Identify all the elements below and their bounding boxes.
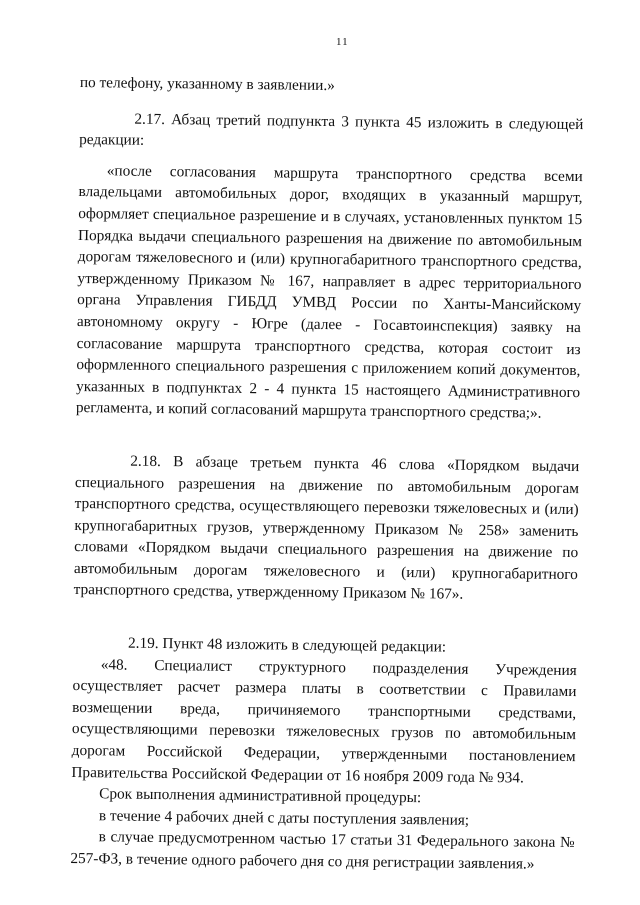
paragraph-deadline-heading: Срок выполнения административной процедуры: [99,785,422,807]
paragraph-2-17: 2.17. Абзац третий подпункта 3 пункта 45 изложить в следующей редакции: [79,110,584,149]
paragraph-48: «48. Специалист структурного подразделения Учреждения осуществляет расчет размера платы в соответствии с Правилами возмещении вреда, причиняемого транспортными средствами, осуществляющими перевозки тяжеловесных грузов по автомобильным дорогам Российской Федерации, утвержденными постановлением Правительства Российской Федерации от 16 ноября 2009 года № 934. [71,655,577,787]
paragraph-continuation: по телефону, указанному в заявлении.» [79,73,335,95]
page-number: 11 [336,36,349,48]
document-body [70,72,584,876]
paragraph-2-18: 2.18. В абзаце третьем пункта 46 слова «Порядком выдачи специального разрешения на движение по автомобильным дорогам транспортного средства, осуществляющего перевозки тяжеловесных и (или) крупногабаритных грузов, утвержденному Приказом № 258» заменить словами «Порядком выдачи специального разрешения на движение по автомобильным дорогам тяжеловесного и (или) крупногабаритного транспортного средства, утвержденному Приказом № 167». [73,452,580,604]
paragraph-deadline-one-day: в случае предусмотренном частью 17 статьи 31 Федерального закона № 257-ФЗ, в течение одного рабочего дня со дня регистрации заявления.» [70,828,575,873]
paragraph-2-17-quote: «после согласования маршрута транспортного средства всеми владельцами автомобильных дорог, входящих в указанный маршрут, оформляет специальное разрешение и в случаях, установленных пунктом 15 Порядка выдачи специального разрешения на движение по автомобильным дорогам тяжеловесного и (или) крупногабаритного транспортного средства, утвержденному Приказом № 167, направляет в адрес территориального органа Управления ГИБДД УМВД России по Ханты-Мансийскому автономному округу - Югре (далее - Госавтоинспекция) заявку на согласование маршрута транспортного средства, которая состоит из оформленного специального разрешения с приложением копий документов, указанных в подпунктах 2 - 4 пункта 15 настоящего Административного регламента, и копий согласований маршрута транспортного средства;». [75,162,583,422]
paragraph-deadline-4-days: в течение 4 рабочих дней с даты поступления заявления; [98,807,470,829]
paragraph-2-19: 2.19. Пункт 48 изложить в следующей редакции: [127,634,447,656]
